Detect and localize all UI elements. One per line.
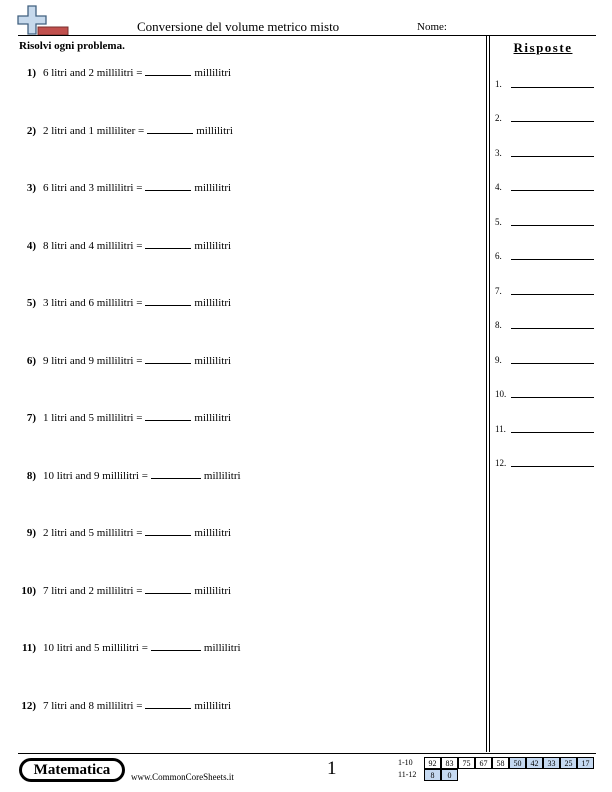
answer-blank[interactable] [151, 469, 201, 479]
answer-blank[interactable] [145, 584, 191, 594]
column-divider [489, 36, 490, 752]
problem-number: 10) [21, 585, 36, 597]
problem-text: 3 litri and 6 millilitri = [43, 297, 143, 309]
answer-label: 11. [495, 424, 506, 434]
answer-line[interactable] [511, 190, 594, 191]
problem-text: 2 litri and 5 millilitri = [43, 527, 143, 539]
answer-line[interactable] [511, 466, 594, 467]
column-divider [486, 36, 487, 752]
problem-item [18, 526, 231, 539]
problem-unit: millilitri [194, 527, 232, 539]
answer-line[interactable] [511, 259, 594, 260]
score-cell: 50 [509, 757, 526, 769]
footer-rule [18, 753, 596, 754]
answer-blank[interactable] [151, 641, 201, 651]
problem-item [18, 469, 241, 482]
problem-item [18, 699, 231, 712]
answer-line[interactable] [511, 328, 594, 329]
problem-item [18, 124, 233, 137]
answer-blank[interactable] [145, 526, 191, 536]
problem-item [18, 181, 231, 194]
problem-number: 2) [26, 125, 36, 137]
answer-blank[interactable] [145, 296, 191, 306]
problem-item [18, 411, 231, 424]
score-cell: 67 [475, 757, 492, 769]
problem-unit: millilitri [203, 470, 241, 482]
answer-label: 10. [495, 389, 507, 399]
problem-text: 6 litri and 3 millilitri = [43, 182, 143, 194]
problem-number: 9) [26, 527, 36, 539]
answer-blank[interactable] [147, 124, 193, 134]
problem-number: 12) [21, 700, 36, 712]
problem-unit: millilitri [194, 67, 232, 79]
answer-label: 1. [495, 79, 502, 89]
answer-blank[interactable] [145, 181, 191, 191]
header-rule [18, 35, 596, 36]
problem-text: 8 litri and 4 millilitri = [43, 240, 143, 252]
problem-number: 8) [26, 470, 36, 482]
answer-line[interactable] [511, 397, 594, 398]
problem-text: 7 litri and 2 millilitri = [43, 585, 143, 597]
brand-badge [19, 758, 125, 782]
problem-number: 4) [26, 240, 36, 252]
problem-unit: millilitri [194, 297, 232, 309]
site-url: www.CommonCoreSheets.it [131, 772, 234, 782]
answer-label: 3. [495, 148, 502, 158]
answer-label: 12. [495, 458, 507, 468]
problem-item [18, 354, 231, 367]
problem-text: 10 litri and 5 millilitri = [43, 642, 148, 654]
problem-item [18, 239, 231, 252]
score-cell: 0 [441, 769, 458, 781]
answer-label: 4. [495, 182, 502, 192]
problem-unit: millilitri [194, 700, 232, 712]
instructions: Risolvi ogni problema. [19, 40, 125, 52]
score-cell: 8 [424, 769, 441, 781]
answer-line[interactable] [511, 225, 594, 226]
answer-label: 5. [495, 217, 502, 227]
answer-blank[interactable] [145, 239, 191, 249]
problem-item [18, 296, 231, 309]
answer-label: 8. [495, 320, 502, 330]
score-row-label: 1-10 [398, 758, 413, 767]
score-cell: 33 [543, 757, 560, 769]
answer-label: 9. [495, 355, 502, 365]
answer-line[interactable] [511, 121, 594, 122]
answer-line[interactable] [511, 363, 594, 364]
score-cell: 92 [424, 757, 441, 769]
problem-text: 2 litri and 1 milliliter = [43, 125, 145, 137]
problem-number: 6) [26, 355, 36, 367]
problem-unit: millilitri [203, 642, 241, 654]
answer-line[interactable] [511, 156, 594, 157]
problem-unit: millilitri [194, 240, 232, 252]
problem-item [18, 66, 231, 79]
problem-unit: millilitri [194, 182, 232, 194]
problem-unit: millilitri [194, 585, 232, 597]
score-cell: 17 [577, 757, 594, 769]
problem-item [18, 584, 231, 597]
problem-number: 5) [26, 297, 36, 309]
answer-blank[interactable] [145, 354, 191, 364]
problem-number: 7) [26, 412, 36, 424]
answer-line[interactable] [511, 294, 594, 295]
name-label: Nome: [417, 21, 447, 33]
problem-item [18, 641, 241, 654]
problem-text: 9 litri and 9 millilitri = [43, 355, 143, 367]
score-cell: 75 [458, 757, 475, 769]
brand-label: Matematica [22, 761, 122, 779]
score-cell: 58 [492, 757, 509, 769]
answer-blank[interactable] [145, 699, 191, 709]
score-cell: 83 [441, 757, 458, 769]
problem-text: 10 litri and 9 millilitri = [43, 470, 148, 482]
score-cell: 42 [526, 757, 543, 769]
answer-label: 7. [495, 286, 502, 296]
answer-line[interactable] [511, 87, 594, 88]
problem-number: 1) [26, 67, 36, 79]
problem-text: 7 litri and 8 millilitri = [43, 700, 143, 712]
problem-unit: millilitri [194, 355, 232, 367]
problem-text: 1 litri and 5 millilitri = [43, 412, 143, 424]
score-row-label: 11-12 [398, 770, 417, 779]
answer-blank[interactable] [145, 66, 191, 76]
problem-number: 3) [26, 182, 36, 194]
problem-unit: millilitri [196, 125, 233, 137]
problem-unit: millilitri [194, 412, 232, 424]
answer-label: 2. [495, 113, 502, 123]
plus-logo-icon [16, 5, 70, 37]
answer-blank[interactable] [145, 411, 191, 421]
answer-label: 6. [495, 251, 502, 261]
page-number: 1 [327, 758, 337, 779]
page-title: Conversione del volume metrico misto [137, 19, 340, 34]
answer-line[interactable] [511, 432, 594, 433]
score-cell: 25 [560, 757, 577, 769]
problem-text: 6 litri and 2 millilitri = [43, 67, 143, 79]
problem-number: 11) [21, 642, 36, 654]
answers-title: Risposte [513, 40, 573, 55]
